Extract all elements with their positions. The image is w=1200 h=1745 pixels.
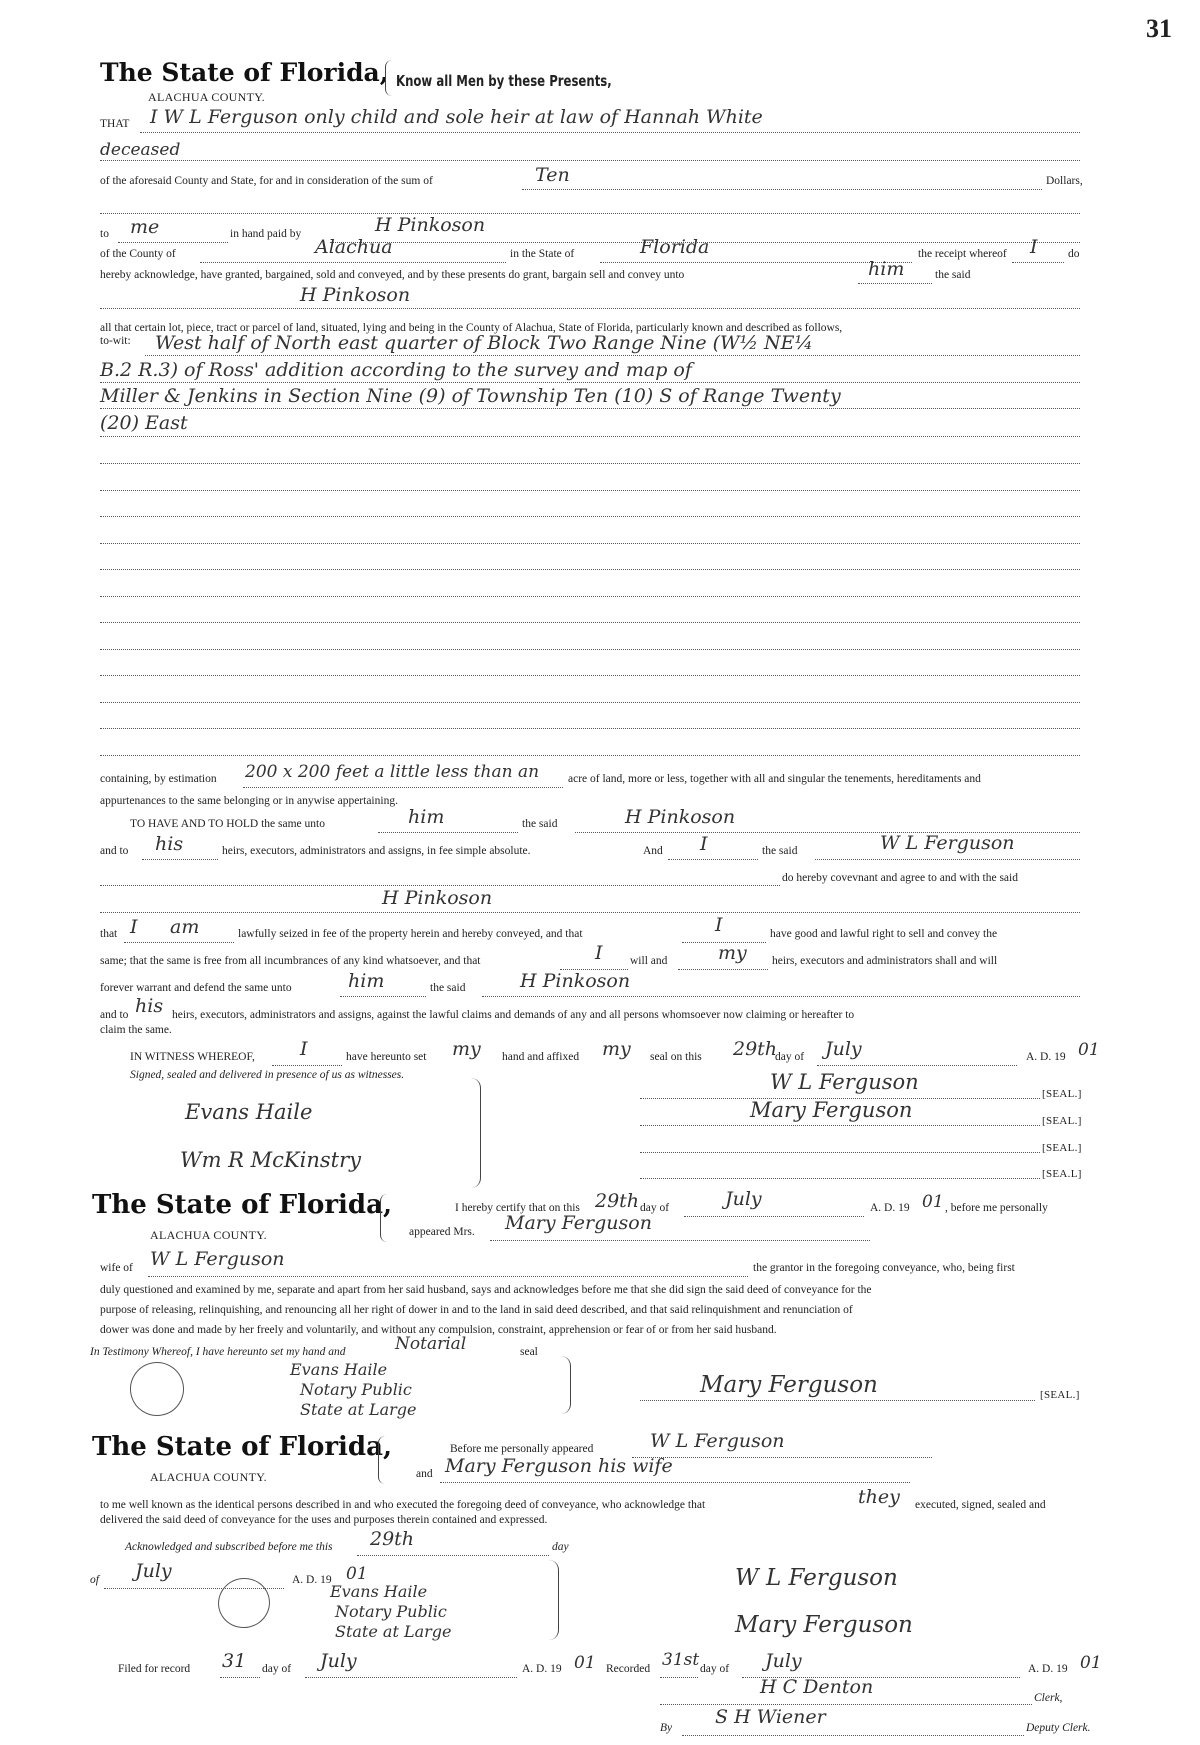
cert1-line-1: duly questioned and examined by me, separate and apart from her said husband, says and acknowledges before me that she did sign the said deed of conveyance for the bbox=[100, 1284, 872, 1296]
cert2-appeared1-line bbox=[632, 1457, 932, 1458]
covenant-grantee-handwritten: H Pinkoson bbox=[382, 887, 493, 909]
to-wit: to-wit: bbox=[100, 335, 131, 347]
county-line bbox=[200, 262, 506, 263]
the-said-label-2: the said bbox=[522, 818, 558, 830]
covenant-line-1 bbox=[100, 885, 780, 886]
aforesaid-text: of the aforesaid County and State, for and in consideration of the sum of bbox=[100, 175, 433, 187]
and-pronoun-line bbox=[668, 859, 758, 860]
witness-year: 01 bbox=[1078, 1040, 1100, 1060]
seized-pronoun: I bbox=[715, 914, 723, 936]
lawful-claims-text: heirs, executors, administrators and assigns, against the lawful claims and demands of any and all persons whomsoever now claiming or hereafter to bbox=[172, 1009, 855, 1021]
heirs-text: heirs, executors, administrators and assigns, in fee simple absolute. bbox=[222, 845, 531, 857]
cert1-ad-text: A. D. 19 bbox=[870, 1202, 910, 1214]
filed-month: July bbox=[320, 1650, 357, 1672]
cert2-sig-brace bbox=[548, 1560, 559, 1640]
state-title: The State of Florida, bbox=[100, 58, 389, 87]
cert1-grantor-text: the grantor in the foregoing conveyance, who, being first bbox=[753, 1262, 1015, 1274]
sum-line-2 bbox=[100, 213, 1080, 214]
heirs-exec-text: heirs, executors and administrators shall and will bbox=[772, 955, 998, 967]
cert1-line-2: purpose of releasing, relinquishing, and renouncing all her right of dower in and to the land in said deed described, and that said relinquishment and renunciation of bbox=[100, 1304, 853, 1316]
filed-year: 01 bbox=[574, 1653, 596, 1673]
convey-unto-handwritten: him bbox=[868, 258, 905, 280]
cert2-state-title: The State of Florida, bbox=[92, 1432, 392, 1462]
the-said-label: the said bbox=[935, 269, 971, 281]
cert2-and-text: and bbox=[416, 1468, 433, 1480]
desc-line-2 bbox=[100, 382, 1080, 383]
and-label: And bbox=[643, 845, 663, 857]
receipt-line bbox=[1012, 262, 1064, 263]
cert1-testimony-text: In Testimony Whereof, I have hereunto set my hand and bbox=[90, 1346, 346, 1358]
cert2-year: 01 bbox=[346, 1564, 368, 1584]
month-line bbox=[817, 1065, 1017, 1066]
cert2-ad-text: A. D. 19 bbox=[292, 1574, 332, 1586]
receipt-text: the receipt whereof bbox=[918, 248, 1007, 260]
paid-by-handwritten: H Pinkoson bbox=[375, 214, 486, 236]
legal-desc-3: Miller & Jenkins in Section Nine (9) of Township Ten (10) S of Range Twenty bbox=[100, 385, 841, 407]
blank-line bbox=[100, 675, 1080, 676]
cert1-brace bbox=[380, 1194, 387, 1242]
cert2-signer-1: W L Ferguson bbox=[735, 1565, 898, 1591]
my-seal-handwritten: my bbox=[602, 1038, 631, 1060]
cert1-notarial: Notarial bbox=[395, 1334, 467, 1354]
sig-line-2 bbox=[640, 1125, 1040, 1126]
heirs-handwritten: his bbox=[155, 833, 184, 855]
by-label: By bbox=[660, 1722, 673, 1734]
forever-unto-handwritten: him bbox=[348, 970, 385, 992]
to-handwritten: me bbox=[130, 216, 160, 238]
and-grantor-handwritten: W L Ferguson bbox=[880, 832, 1015, 854]
county-handwritten: Alachua bbox=[315, 236, 393, 258]
cert1-before-text: , before me personally bbox=[945, 1202, 1048, 1214]
state-handwritten: Florida bbox=[640, 236, 710, 258]
cert1-appeared-handwritten: Mary Ferguson bbox=[505, 1212, 652, 1234]
seal-label-4: [SEA.L] bbox=[1042, 1168, 1082, 1180]
and-pronoun: I bbox=[700, 833, 708, 855]
grantee-handwritten: H Pinkoson bbox=[300, 284, 411, 306]
containing-handwritten: 200 x 200 feet a little less than an bbox=[245, 762, 540, 782]
and-to-label-2: and to bbox=[100, 1009, 129, 1021]
cert1-notary-sig-1: Evans Haile bbox=[290, 1360, 388, 1379]
that-line-2 bbox=[100, 160, 1080, 161]
cert1-state-title: The State of Florida, bbox=[92, 1190, 392, 1220]
cert1-month-line bbox=[684, 1216, 864, 1217]
desc-line-4 bbox=[100, 436, 1080, 437]
forever-text: forever warrant and defend the same unto bbox=[100, 982, 292, 994]
cert2-acknowledged-text: Acknowledged and subscribed before me this bbox=[125, 1541, 333, 1553]
signer-1: W L Ferguson bbox=[770, 1070, 919, 1094]
that-label-2: that bbox=[100, 928, 118, 940]
deputy-signature: S H Wiener bbox=[715, 1706, 826, 1728]
cert2-day: 29th bbox=[370, 1528, 415, 1550]
cert1-month: July bbox=[725, 1188, 762, 1210]
filed-text: Filed for record bbox=[118, 1663, 191, 1675]
sig-line-4 bbox=[640, 1178, 1040, 1179]
blank-line bbox=[100, 755, 1080, 756]
cert1-seal-label: [SEAL.] bbox=[1040, 1389, 1080, 1401]
filed-month-line bbox=[305, 1677, 517, 1678]
witness-text: IN WITNESS WHEREOF, bbox=[130, 1051, 255, 1063]
recorded-day: 31st bbox=[662, 1650, 700, 1670]
to-label: to bbox=[100, 228, 109, 240]
clerk-label: Clerk, bbox=[1034, 1692, 1063, 1704]
witness-brace bbox=[470, 1078, 481, 1188]
grantee-line bbox=[100, 308, 1080, 309]
convey-unto-line bbox=[858, 283, 932, 284]
blank-line bbox=[100, 516, 1080, 517]
heirs-line bbox=[142, 859, 218, 860]
cert2-month: July bbox=[135, 1560, 172, 1582]
recorded-day-line bbox=[660, 1677, 698, 1678]
recorded-month: July bbox=[765, 1650, 802, 1672]
paid-by-text: in hand paid by bbox=[230, 228, 302, 240]
cert2-appeared2-line bbox=[440, 1482, 910, 1483]
seal-on-text: seal on this bbox=[650, 1051, 702, 1063]
cert2-appeared1: W L Ferguson bbox=[650, 1430, 785, 1452]
that-line bbox=[140, 132, 1080, 133]
cert2-notary-sig-3: State at Large bbox=[335, 1622, 452, 1641]
blank-line bbox=[100, 649, 1080, 650]
state-line bbox=[600, 262, 912, 263]
good-right-text: have good and lawful right to sell and convey the bbox=[770, 928, 998, 940]
sum-handwritten: Ten bbox=[535, 164, 570, 186]
cert1-certify-text: I hereby certify that on this bbox=[455, 1202, 580, 1214]
forever-unto-line bbox=[340, 996, 426, 997]
cert2-of-text: of bbox=[90, 1574, 99, 1586]
witness-pronoun: I bbox=[300, 1038, 308, 1060]
recorded-year: 01 bbox=[1080, 1653, 1102, 1673]
my-hand-handwritten: my bbox=[452, 1038, 481, 1060]
signed-text: Signed, sealed and delivered in presence of us as witnesses. bbox=[130, 1069, 405, 1081]
grantor-handwritten: I W L Ferguson only child and sole heir at law of Hannah White bbox=[150, 106, 763, 128]
that-pronoun-line bbox=[124, 942, 234, 943]
cert2-known-text: to me well known as the identical persons described in and who executed the foregoing deed of conveyance, who acknowledge that bbox=[100, 1499, 706, 1511]
forever-grantee-line bbox=[482, 996, 1080, 997]
cert2-signer-2: Mary Ferguson bbox=[735, 1612, 913, 1638]
that-pronoun: I bbox=[130, 916, 138, 938]
have-unto-handwritten: him bbox=[408, 806, 445, 828]
grantor-handwritten-2: deceased bbox=[100, 140, 181, 160]
cert1-line-3: dower was done and made by her freely and voluntarily, and without any compulsion, constraint, apprehension or fear of or from her said husband. bbox=[100, 1324, 777, 1336]
cert1-seal-text: seal bbox=[520, 1346, 538, 1358]
witness-1: Evans Haile bbox=[185, 1100, 313, 1124]
cert1-wife-of-text: wife of bbox=[100, 1262, 133, 1274]
cert2-they: they bbox=[858, 1486, 900, 1508]
appurtenances-text: appurtenances to the same belonging or in anywise appertaining. bbox=[100, 795, 398, 807]
acres-text: acre of land, more or less, together with all and singular the tenements, hereditaments and bbox=[568, 773, 981, 785]
his-handwritten-2: his bbox=[135, 995, 164, 1017]
desc-line-3 bbox=[100, 408, 1080, 409]
filed-ad-text: A. D. 19 bbox=[522, 1663, 562, 1675]
cert2-day-text: day bbox=[552, 1541, 569, 1553]
filed-day-line bbox=[220, 1677, 260, 1678]
my-handwritten: my bbox=[718, 942, 747, 964]
cert1-county: ALACHUA COUNTY. bbox=[150, 1228, 267, 1242]
page-number: 31 bbox=[1146, 14, 1172, 43]
dollars-label: Dollars, bbox=[1046, 175, 1083, 187]
desc-line-1 bbox=[145, 355, 1080, 356]
blank-line bbox=[100, 463, 1080, 464]
header-brace bbox=[385, 60, 392, 96]
cert2-notary-sig-2: Notary Public bbox=[335, 1602, 447, 1621]
day-of-text: day of bbox=[775, 1051, 805, 1063]
cert2-county: ALACHUA COUNTY. bbox=[150, 1470, 267, 1484]
cert2-delivered-text: delivered the said deed of conveyance for the uses and purposes therein contained and expressed. bbox=[100, 1514, 548, 1526]
cert1-notary-sig-3: State at Large bbox=[300, 1400, 417, 1419]
legal-desc-2: B.2 R.3) of Ross' addition according to the survey and map of bbox=[100, 359, 692, 381]
will-and-text: will and bbox=[630, 955, 668, 967]
cert1-sig-brace bbox=[560, 1356, 571, 1414]
blank-line bbox=[100, 622, 1080, 623]
covenant-text: do hereby covevnant and agree to and with the said bbox=[782, 872, 1018, 884]
recorded-day-of-text: day of bbox=[700, 1663, 730, 1675]
know-all-men: Know all Men by these Presents, bbox=[396, 72, 612, 90]
filed-day: 31 bbox=[222, 1650, 247, 1672]
cert1-signer: Mary Ferguson bbox=[700, 1372, 878, 1398]
blank-line bbox=[100, 702, 1080, 703]
same-pronoun: I bbox=[595, 942, 603, 964]
cert2-notary-sig-1: Evans Haile bbox=[330, 1582, 428, 1601]
seal-label-2: [SEAL.] bbox=[1042, 1115, 1082, 1127]
sig-line-3 bbox=[640, 1152, 1040, 1153]
to-have-text: TO HAVE AND TO HOLD the same unto bbox=[130, 818, 325, 830]
covenant-line-2 bbox=[100, 912, 1080, 913]
legal-desc-4: (20) East bbox=[100, 412, 188, 434]
have-grantee-handwritten: H Pinkoson bbox=[625, 806, 736, 828]
cert2-appeared2: Mary Ferguson his wife bbox=[445, 1455, 673, 1477]
cert1-sig-line bbox=[640, 1400, 1035, 1401]
do-label: do bbox=[1068, 248, 1080, 260]
cert1-appeared-text: appeared Mrs. bbox=[409, 1226, 475, 1238]
my-line bbox=[678, 969, 768, 970]
containing-line bbox=[243, 787, 563, 788]
sum-line bbox=[522, 189, 1042, 190]
witness-2: Wm R McKinstry bbox=[180, 1148, 361, 1172]
hand-affixed-text: hand and affixed bbox=[502, 1051, 580, 1063]
signer-2: Mary Ferguson bbox=[750, 1098, 913, 1122]
legal-desc-1: West half of North east quarter of Block Two Range Nine (W½ NE¼ bbox=[155, 332, 813, 354]
witness-month: July bbox=[825, 1038, 862, 1060]
ad-text: A. D. 19 bbox=[1026, 1051, 1066, 1063]
receipt-pronoun: I bbox=[1030, 236, 1038, 258]
seized-text: lawfully seized in fee of the property herein and hereby conveyed, and that bbox=[238, 928, 583, 940]
cert1-notary-sig-2: Notary Public bbox=[300, 1380, 412, 1399]
that-label: THAT bbox=[100, 118, 130, 130]
notary-seal-stamp-2 bbox=[213, 1573, 274, 1633]
blank-line bbox=[100, 569, 1080, 570]
containing-text: containing, by estimation bbox=[100, 773, 217, 785]
forever-said: the said bbox=[430, 982, 466, 994]
witness-day: 29th bbox=[733, 1038, 778, 1060]
seal-label-1: [SEAL.] bbox=[1042, 1088, 1082, 1100]
cert1-day: 29th bbox=[595, 1190, 640, 1212]
deputy-label: Deputy Clerk. bbox=[1026, 1722, 1091, 1734]
filed-day-of-text: day of bbox=[262, 1663, 292, 1675]
witness-pronoun-line bbox=[272, 1065, 342, 1066]
same-text: same; that the same is free from all incumbrances of any kind whatsoever, and that bbox=[100, 955, 481, 967]
blank-line bbox=[100, 596, 1080, 597]
to-line bbox=[118, 242, 228, 243]
cert2-brace bbox=[378, 1436, 385, 1484]
clerk-signature: H C Denton bbox=[760, 1676, 874, 1698]
hereunto-text: have hereunto set bbox=[346, 1051, 427, 1063]
blank-line bbox=[100, 490, 1080, 491]
the-said-label-3: the said bbox=[762, 845, 798, 857]
cert1-wife-of-handwritten: W L Ferguson bbox=[150, 1248, 285, 1270]
all-that-text: all that certain lot, piece, tract or parcel of land, situated, lying and being in the County of Alachua, State of Florida, particularly known and described as follows, bbox=[100, 322, 843, 334]
cert1-year: 01 bbox=[922, 1192, 944, 1212]
have-unto-line bbox=[378, 832, 518, 833]
and-grantor-line bbox=[815, 859, 1080, 860]
county-of-label: of the County of bbox=[100, 248, 176, 260]
blank-line bbox=[100, 543, 1080, 544]
clerk-line bbox=[660, 1704, 1032, 1705]
forever-grantee-handwritten: H Pinkoson bbox=[520, 970, 631, 992]
claim-text: claim the same. bbox=[100, 1024, 172, 1036]
cert2-day-line bbox=[357, 1555, 549, 1556]
am-handwritten: am bbox=[170, 916, 200, 938]
recorded-text: Recorded bbox=[606, 1663, 651, 1675]
county-label: ALACHUA COUNTY. bbox=[148, 90, 265, 104]
deputy-line bbox=[682, 1735, 1024, 1736]
cert1-wife-line bbox=[148, 1276, 748, 1277]
recorded-ad-text: A. D. 19 bbox=[1028, 1663, 1068, 1675]
blank-line bbox=[100, 728, 1080, 729]
cert2-before-text: Before me personally appeared bbox=[450, 1443, 594, 1455]
cert2-executed-text: executed, signed, sealed and bbox=[915, 1499, 1046, 1511]
notary-seal-stamp-1 bbox=[125, 1357, 189, 1421]
acknowledge-text: hereby acknowledge, have granted, bargained, sold and conveyed, and by these presents do grant, bargain sell and convey unto bbox=[100, 269, 685, 281]
cert1-appeared-line bbox=[490, 1240, 870, 1241]
and-to-label: and to bbox=[100, 845, 129, 857]
cert1-day-of-text: day of bbox=[640, 1202, 670, 1214]
state-of-label: in the State of bbox=[510, 248, 575, 260]
seal-label-3: [SEAL.] bbox=[1042, 1142, 1082, 1154]
